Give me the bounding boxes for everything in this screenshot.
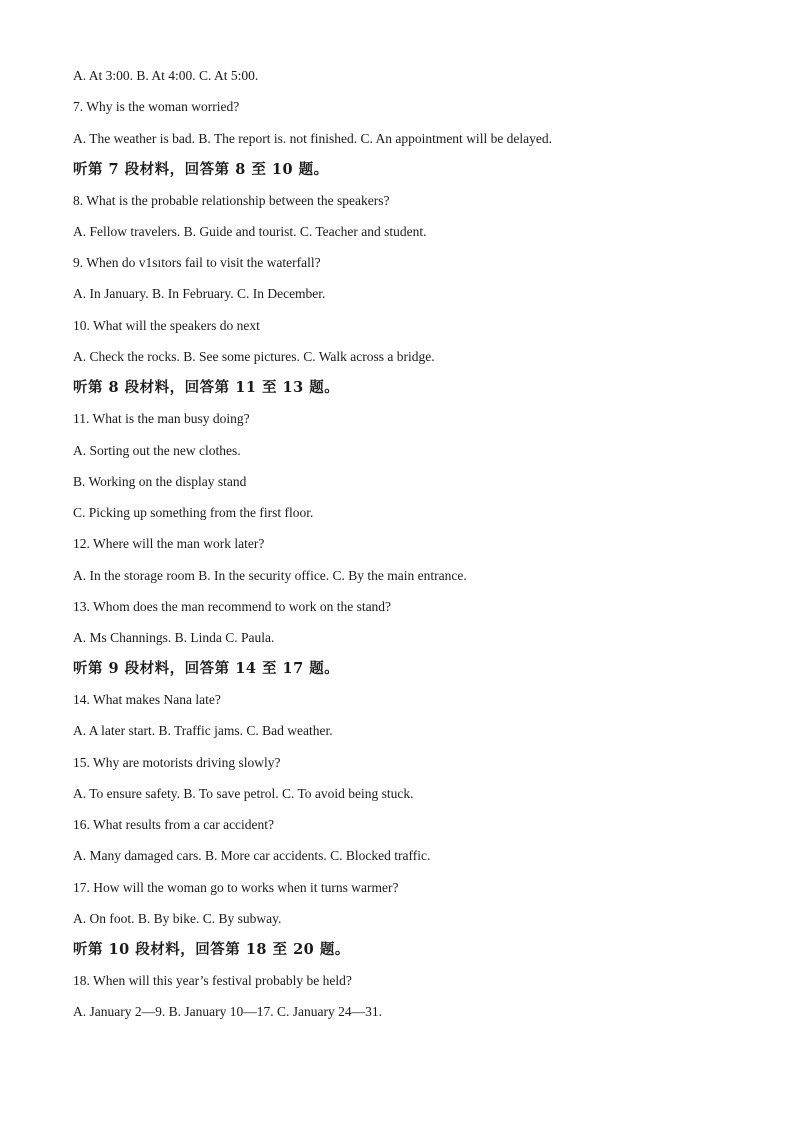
answer-options: A. Fellow travelers. B. Guide and tourist. C. Teacher and student. (73, 224, 427, 239)
answer-options: A. Check the rocks. B. See some pictures. C. Walk across a bridge. (73, 349, 435, 364)
answer-options: A. Ms Channings. B. Linda C. Paula. (73, 630, 275, 645)
question-10: 10. What will the speakers do next (73, 318, 260, 333)
answer-options: A. In January. B. In February. C. In December. (73, 286, 326, 301)
question-15: 15. Why are motorists driving slowly? (73, 755, 281, 770)
question-11: 11. What is the man busy doing? (73, 411, 250, 426)
question-13: 13. Whom does the man recommend to work on the stand? (73, 599, 392, 614)
answer-option: B. Working on the display stand (73, 474, 247, 489)
answer-options: A. Many damaged cars. B. More car accidents. C. Blocked traffic. (73, 848, 431, 863)
question-14: 14. What makes Nana late? (73, 692, 221, 707)
section-heading: 听第 8 段材料，回答第 11 至 13 题。 (73, 379, 340, 396)
question-16: 16. What results from a car accident? (73, 817, 275, 832)
answer-options: A. To ensure safety. B. To save petrol. C. To avoid being stuck. (73, 786, 414, 801)
answer-options: A. January 2—9. B. January 10—17. C. January 24—31. (73, 1004, 382, 1019)
section-heading: 听第 9 段材料，回答第 14 至 17 题。 (73, 660, 340, 677)
question-9: 9. When do v1sıtors fail to visit the waterfall? (73, 255, 321, 270)
section-heading: 听第 10 段材料，回答第 18 至 20 题。 (73, 941, 350, 958)
section-heading: 听第 7 段材料，回答第 8 至 10 题。 (73, 161, 329, 178)
answer-options: A. On foot. B. By bike. C. By subway. (73, 911, 282, 926)
question-7: 7. Why is the woman worried? (73, 99, 240, 114)
answer-options: A. At 3:00. B. At 4:00. C. At 5:00. (73, 68, 259, 83)
answer-option: A. Sorting out the new clothes. (73, 443, 241, 458)
answer-option: C. Picking up something from the first floor. (73, 505, 314, 520)
question-18: 18. When will this year’s festival probably be held? (73, 973, 352, 988)
answer-options: A. A later start. B. Traffic jams. C. Bad weather. (73, 723, 333, 738)
question-12: 12. Where will the man work later? (73, 536, 265, 551)
answer-options: A. In the storage room B. In the security office. C. By the main entrance. (73, 568, 467, 583)
answer-options: A. The weather is bad. B. The report is. not finished. C. An appointment will be delayed. (73, 131, 553, 146)
question-17: 17. How will the woman go to works when it turns warmer? (73, 880, 399, 895)
question-8: 8. What is the probable relationship between the speakers? (73, 193, 390, 208)
